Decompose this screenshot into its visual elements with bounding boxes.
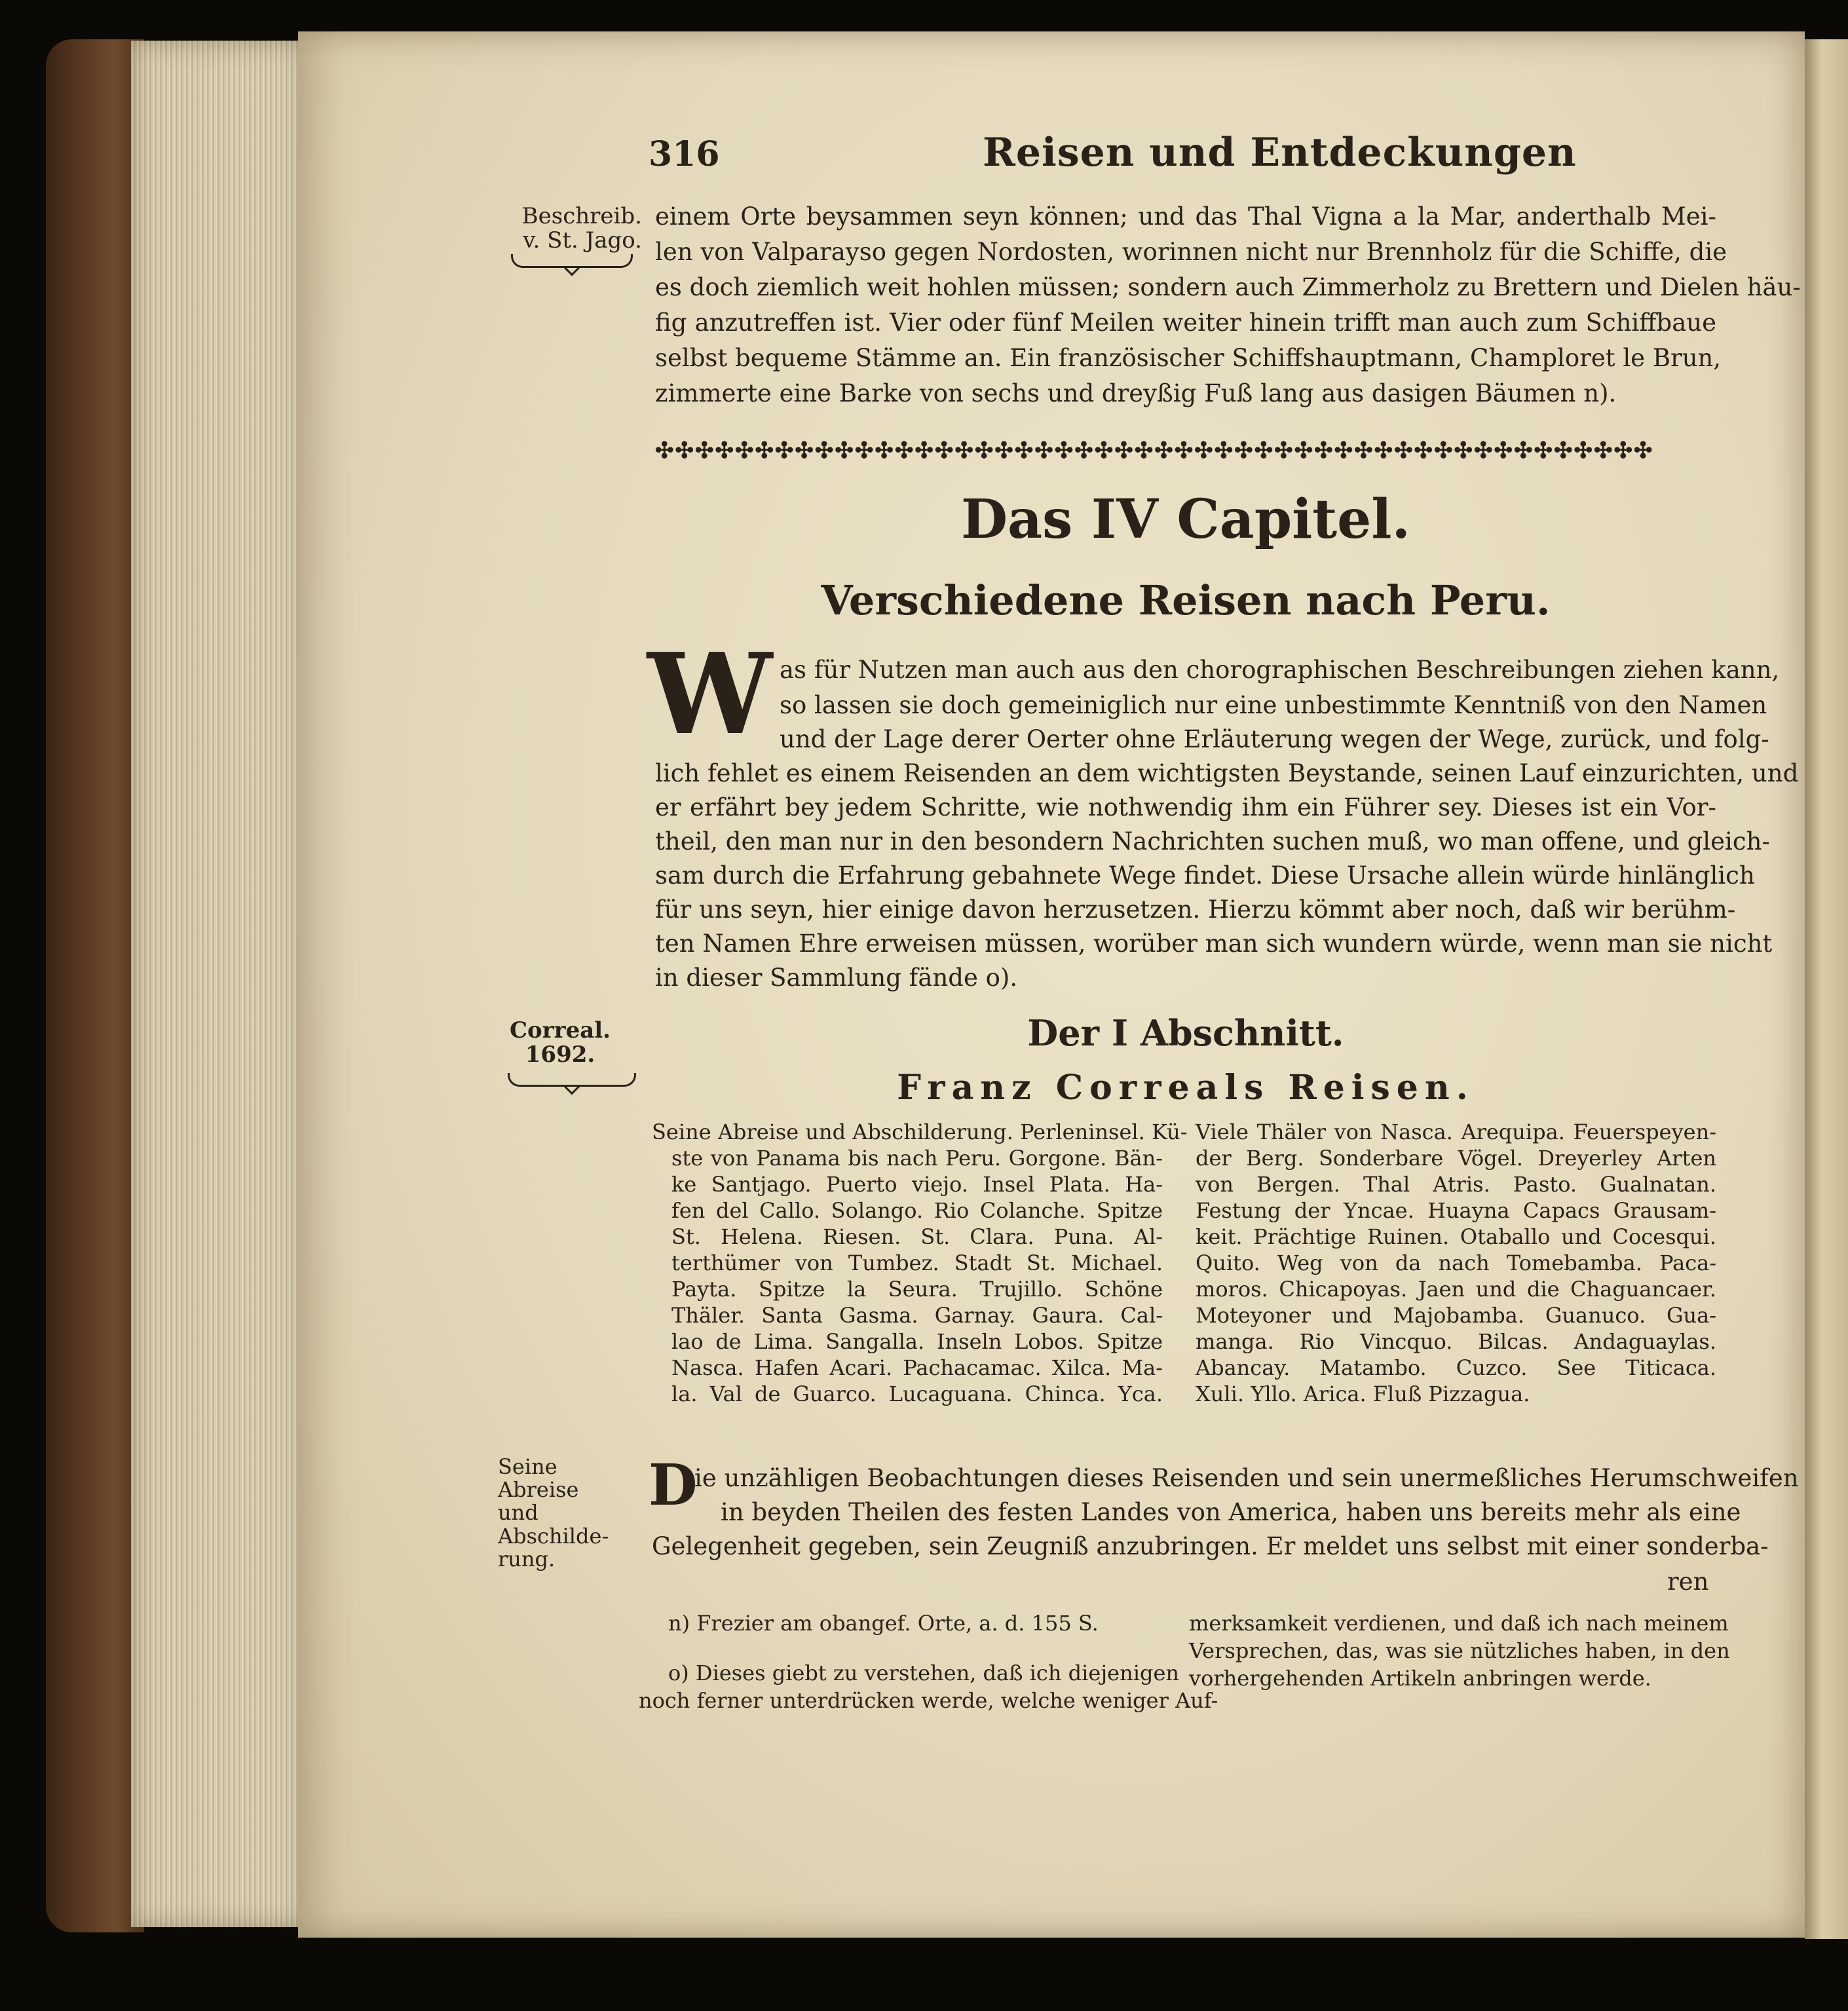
summary-line: St. Helena. Riesen. St. Clara. Puna. Al-: [671, 1224, 1163, 1249]
summary-line: Xuli. Yllo. Arica. Fluß Pizzagua.: [1196, 1381, 1530, 1406]
chapter-subtitle: Verschiedene Reisen nach Peru.: [821, 576, 1551, 624]
summary-line: ste von Panama bis nach Peru. Gorgone. Bän-: [671, 1146, 1163, 1171]
summary-line: terthümer von Tumbez. Stadt St. Michael.: [671, 1250, 1163, 1275]
summary-line: von Bergen. Thal Atris. Pasto. Gualnatan.: [1196, 1172, 1716, 1197]
text-line: len von Valparayso gegen Nordosten, worinnen nicht nur Brennholz für die Schiffe, die: [655, 238, 1727, 266]
margin-note-beschreibung: [504, 204, 642, 254]
footnote-line: n) Frezier am obangef. Orte, a. d. 155 S.: [668, 1611, 1099, 1636]
margin-note-line: v. St. Jago.: [523, 227, 642, 254]
margin-note-line: Beschreib.: [521, 203, 642, 229]
text-line: selbst bequeme Stämme an. Ein französischer Schiffshauptmann, Champloret le Brun,: [655, 344, 1722, 372]
summary-line: keit. Prächtige Ruinen. Otaballo und Cocesqui.: [1196, 1224, 1716, 1249]
margin-note-line: 1692.: [525, 1042, 595, 1068]
section-heading: Der I Abschnitt.: [1027, 1012, 1344, 1054]
section-subtitle: Franz Correals Reisen.: [897, 1068, 1475, 1108]
summary-line: der Berg. Sonderbare Vögel. Dreyerley Arten: [1196, 1146, 1716, 1171]
summary-line: la. Val de Guarco. Lucaguana. Chinca. Yca.: [671, 1381, 1163, 1406]
text-line: Gelegenheit gegeben, sein Zeugniß anzubringen. Er meldet uns selbst mit einer sonderba-: [652, 1532, 1769, 1560]
text-line: as für Nutzen man auch aus den chorographischen Beschreibungen ziehen kann,: [780, 656, 1780, 684]
text-line: und der Lage derer Oerter ohne Erläuterung wegen der Wege, zurück, und folg-: [780, 725, 1769, 753]
page-edges: [131, 41, 308, 1927]
text-line: theil, den man nur in den besondern Nachrichten suchen muß, wo man offene, und gleich-: [655, 827, 1770, 855]
drop-cap: W: [647, 629, 772, 760]
running-head-title: Reisen und Entdeckungen: [983, 130, 1577, 176]
margin-note-line: Seine Abreise: [498, 1454, 579, 1503]
footnote-line: vorhergehenden Artikeln anbringen werde.: [1189, 1666, 1651, 1691]
text-line: es doch ziemlich weit hohlen müssen; sondern auch Zimmerholz zu Brettern und Dielen häu-: [655, 273, 1801, 301]
summary-line: Seine Abreise und Abschilderung. Perleninsel. Kü-: [652, 1119, 1188, 1144]
text-line: er erfährt bey jedem Schritte, wie nothwendig ihm ein Führer sey. Dieses ist ein Vor-: [655, 793, 1716, 821]
summary-line: Festung der Yncae. Huayna Capacs Grausam-: [1196, 1198, 1716, 1223]
margin-note-correal: [504, 1019, 616, 1068]
summary-line: ke Santjago. Puerto viejo. Insel Plata. Ha-: [671, 1172, 1163, 1197]
chapter-heading: Das IV Capitel.: [960, 488, 1411, 551]
text-line: zimmerte eine Barke von sechs und dreyßig Fuß lang aus dasigen Bäumen n).: [655, 379, 1617, 407]
text-line: in beyden Theilen des festen Landes von America, haben uns bereits mehr als eine: [721, 1498, 1741, 1526]
facing-page-edge: [1805, 39, 1848, 1939]
footnote-line: merksamkeit verdienen, und daß ich nach meinem: [1189, 1611, 1729, 1636]
page-number: 316: [649, 134, 720, 174]
footnote-line: o) Dieses giebt zu verstehen, daß ich diejenigen: [668, 1661, 1179, 1685]
text-line: fig anzutreffen ist. Vier oder fünf Meilen weiter hinein trifft man auch zum Schiffbaue: [655, 309, 1716, 337]
summary-line: Abancay. Matambo. Cuzco. See Titicaca.: [1196, 1355, 1716, 1380]
margin-bracket: [508, 1073, 636, 1087]
margin-note-line: Correal.: [510, 1017, 611, 1043]
text-line: ten Namen Ehre erweisen müssen, worüber man sich wundern würde, wenn man sie nicht: [655, 930, 1773, 958]
text-line: für uns seyn, hier einige davon herzusetzen. Hierzu kömmt aber noch, daß wir berühm-: [655, 895, 1736, 924]
text-line: so lassen sie doch gemeiniglich nur eine unbestimmte Kenntniß von den Namen: [780, 691, 1767, 719]
footnote-line: Versprechen, das, was sie nützliches haben, in den: [1189, 1638, 1730, 1663]
summary-line: Nasca. Hafen Acari. Pachacamac. Xilca. Ma-: [671, 1355, 1163, 1380]
summary-line: Quito. Weg von da nach Tomebamba. Paca-: [1196, 1250, 1716, 1275]
margin-note-line: und Abschilde-: [498, 1500, 609, 1549]
text-line: sam durch die Erfahrung gebahnete Wege findet. Diese Ursache allein würde hinlänglich: [655, 861, 1755, 890]
summary-line: Moteyoner und Majobamba. Guanuco. Gua-: [1196, 1303, 1716, 1328]
summary-line: Thäler. Santa Gasma. Garnay. Gaura. Cal-: [671, 1303, 1163, 1328]
text-line: ie unzähligen Beobachtungen dieses Reisenden und sein unermeßliches Herumschweifen: [694, 1464, 1799, 1492]
summary-line: lao de Lima. Sangalla. Inseln Lobos. Spitze: [671, 1329, 1163, 1354]
margin-note-line: rung.: [498, 1546, 556, 1571]
ornament-divider: ✣✣✣✣✣✣✣✣✣✣✣✣✣✣✣✣✣✣✣✣✣✣✣✣✣✣✣✣✣✣✣✣✣✣✣✣✣✣✣✣✣✣✣✣✣✣✣✣✣✣: [655, 438, 1654, 464]
book-cover: [46, 39, 144, 1932]
footnote-line: noch ferner unterdrücken werde, welche weniger Auf-: [639, 1688, 1218, 1713]
drop-cap: D: [649, 1452, 698, 1518]
summary-line: manga. Rio Vincquo. Bilcas. Andaguaylas.: [1196, 1329, 1716, 1354]
margin-bracket: [511, 254, 633, 268]
text-line: einem Orte beysammen seyn können; und das Thal Vigna a la Mar, anderthalb Mei-: [655, 202, 1716, 231]
catchword: ren: [1667, 1568, 1709, 1596]
summary-line: fen del Callo. Solango. Rio Colanche. Spitze: [671, 1198, 1163, 1223]
text-line: lich fehlet es einem Reisenden an dem wichtigsten Beystande, seinen Lauf einzurichten, und: [655, 759, 1799, 787]
text-line: in dieser Sammlung fände o).: [655, 964, 1018, 992]
summary-line: Viele Thäler von Nasca. Arequipa. Feuerspeyen-: [1196, 1119, 1716, 1144]
margin-note-abreise: [498, 1456, 642, 1571]
summary-line: Payta. Spitze la Seura. Trujillo. Schöne: [671, 1277, 1163, 1302]
summary-line: moros. Chicapoyas. Jaen und die Chaguancaer.: [1196, 1277, 1716, 1302]
